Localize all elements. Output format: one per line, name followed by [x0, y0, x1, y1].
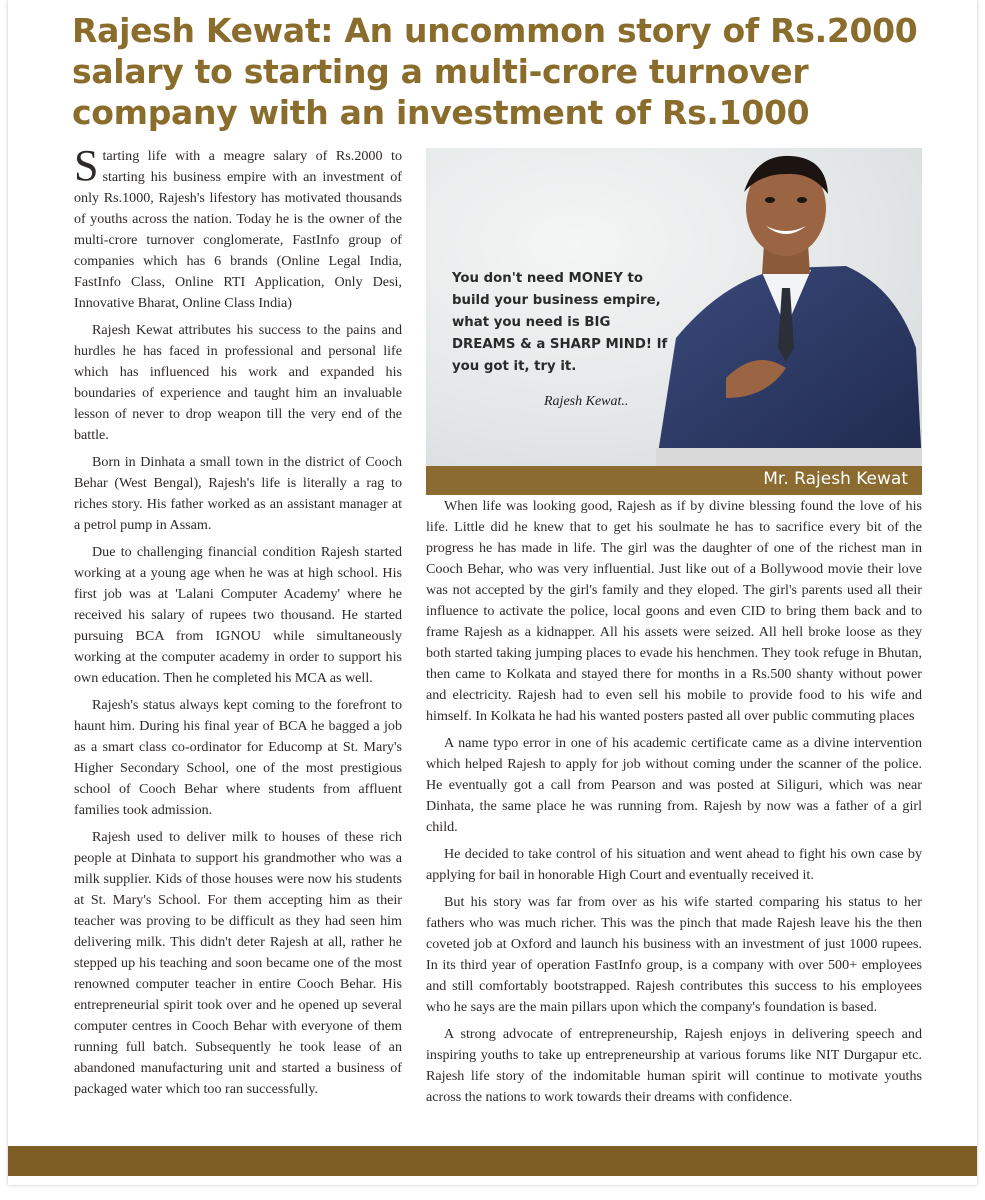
article-paragraph: When life was looking good, Rajesh as if by divine blessing found the love of his life. Little did he knew that to get his soulmate he has to sacrifice every bit of the progress he has made in life. The girl was the daughter of one of the richest man in Cooch Behar, who was very influential. Just like out of a Bollywood movie their love was not accepted by the girl's family and they eloped. The girl's parents used all their influence to activate the police, local goons and even CID to bring them back and to frame Rajesh as a kidnapper. All his assets were seized. All hell broke loose as they both started taking jumping places to evade his henchmen. They took refuge in Bhutan, then came to Kolkata and stayed there for months in a Rs.500 shanty without power and electricity. Rajesh had to even sell his mobile to provide food to his wife and himself. In Kolkata he had his wanted posters pasted all over public commuting places — [426, 498, 922, 724]
drop-cap: S — [74, 141, 99, 190]
article-paragraph: But his story was far from over as his wife started comparing his status to her fathers who was much richer. This was the pinch that made Rajesh leave his the then coveted job at Oxford and launch his business with an investment of just 1000 rupees. In its third year of operation FastInfo group, is a company with over 500+ employees and still comfortably bootstrapped. Rajesh contributes this success to his employees who he says are the main pillars upon which the company's foundation is based. — [426, 894, 922, 1015]
left-column — [74, 141, 402, 1106]
footer-bar — [8, 1146, 977, 1176]
article-paragraph: Rajesh's status always kept coming to the forefront to haunt him. During his final year of BCA he bagged a job as a smart class co-ordinator for Educomp at St. Mary's Higher Secondary School, one of the most prestigious school of Cooch Behar where students from affluent families took admission. — [74, 697, 402, 818]
photo-quote: You don't need MONEY to build your business empire, what you need is BIG DREAMS & a SHARP MIND! If you got it, try it. — [452, 271, 668, 374]
article-headline: Rajesh Kewat: An uncommon story of Rs.2000 salary to starting a multi-crore turnover company with an investment of Rs.1000 — [72, 11, 918, 132]
portrait-photo — [426, 148, 922, 466]
left-eye — [765, 197, 775, 203]
article-paragraph: Rajesh used to deliver milk to houses of these rich people at Dinhata to support his grandmother who was a milk supplier. Kids of those houses were now his students at St. Mary's School. For them accepting him as their teacher was proving to be difficult as they had seen him delivering milk. This didn't deter Rajesh at all, rather he stepped up his teaching and soon became one of the most renowned computer teacher in entire Cooch Behar. His entrepreneurial spirit took over and he opened up several computer centres in Cooch Behar with everyone of them running full batch. Subsequently he took lease of an abandoned manufacturing unit and started a business of packaged water which too ran successfully. — [74, 829, 402, 1097]
right-eye — [797, 197, 807, 203]
article-paragraph: Born in Dinhata a small town in the district of Cooch Behar (West Bengal), Rajesh's life is literally a rag to riches story. His father worked as an assistant manager at a petrol pump in Assam. — [74, 454, 402, 533]
article-paragraph: A name typo error in one of his academic certificate came as a divine intervention which helped Rajesh to apply for job without coming under the scanner of the police. He eventually got a call from Pearson and was posted at Siliguri, which was near Dinhata, the same place he was running from. Rajesh by now was a father of a girl child. — [426, 735, 922, 835]
photo-caption-bar — [426, 466, 922, 495]
signature: Rajesh Kewat.. — [544, 394, 629, 409]
right-column — [426, 496, 922, 1114]
magazine-page — [8, 0, 977, 1185]
article-paragraph: Rajesh Kewat attributes his success to the pains and hurdles he has faced in professional and personal life which has influenced his work and expanded his boundaries of experience and taught him an invaluable lesson of never to drop weapon till the very end of the battle. — [74, 322, 402, 443]
article-paragraph: A strong advocate of entrepreneurship, Rajesh enjoys in delivering speech and inspiring youths to take up entrepreneurship at various forums like NIT Durgapur etc. Rajesh life story of the indomitable human spirit will continue to motivate youths across the nations to work towards their dreams with confidence. — [426, 1026, 922, 1105]
article-paragraph — [74, 141, 402, 314]
article-paragraph: Due to challenging financial condition Rajesh started working at a young age when he was at high school. His first job was at 'Lalani Computer Academy' where he received his salary of rupees two thousand. He started pursuing BCA from IGNOU while simultaneously working at the computer academy in order to support his own education. Then he completed his MCA as well. — [74, 544, 402, 686]
table-edge — [656, 448, 922, 466]
paragraph-text: tarting life with a meagre salary of Rs.2000 to starting his business empire with an investment of only Rs.1000, Rajesh's lifestory has motivated thousands of youths across the nation. Today he is the owner of the multi-crore turnover conglomerate, FastInfo group of companies which has 6 brands (Online Legal India, FastInfo Class, Online RTI Application, Only Desi, Innovative Bharat, Online Class India) — [74, 148, 402, 311]
photo-caption: Mr. Rajesh Kewat — [763, 469, 908, 489]
article-paragraph: He decided to take control of his situation and went ahead to fight his own case by applying for bail in honorable High Court and eventually received it. — [426, 846, 922, 883]
